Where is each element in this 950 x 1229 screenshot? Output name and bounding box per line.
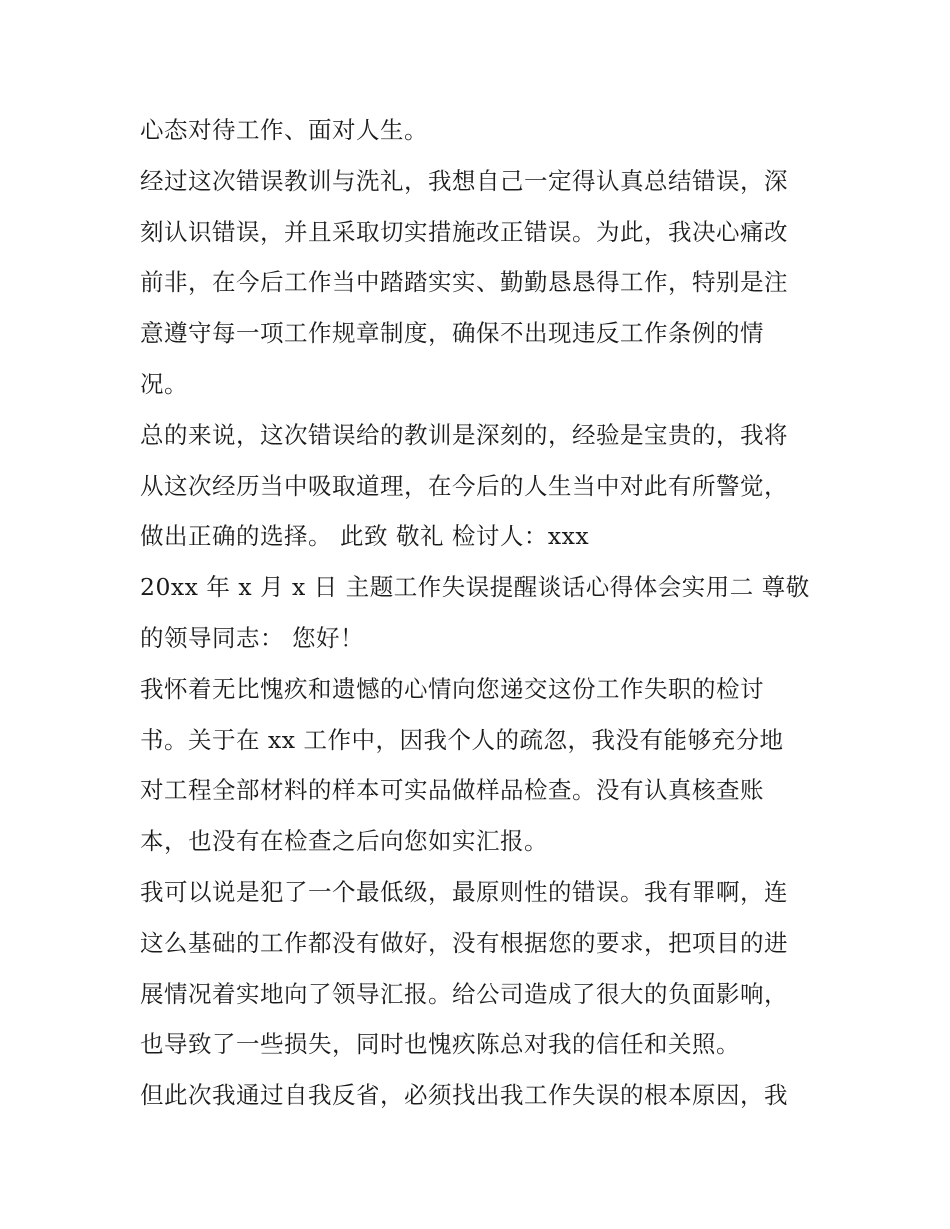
document-body [140,105,820,1121]
text-line: 况。 [140,369,188,398]
text-line: 的领导同志： 您好！ [140,623,364,652]
text-line: 总的来说，这次错误给的教训是深刻的，经验是宝贵的，我将 [140,420,788,449]
text-line: 经过这次错误教训与洗礼，我想自己一定得认真总结错误，深 [140,166,788,195]
text-line: 书。关于在 xx 工作中，因我个人的疏忽，我没有能够充分地 [140,725,784,754]
text-line: 也导致了一些损失，同时也愧疚陈总对我的信任和关照。 [140,1030,740,1059]
text-line: 从这次经历当中吸取道理，在今后的人生当中对此有所警觉， [140,471,788,500]
text-line: 意遵守每一项工作规章制度，确保不出现违反工作条例的情 [140,319,764,348]
text-line: 刻认识错误，并且采取切实措施改正错误。为此，我决心痛改 [140,217,788,246]
text-line: 我怀着无比愧疚和遗憾的心情向您递交这份工作失职的检讨 [140,674,764,703]
text-line: 前非，在今后工作当中踏踏实实、勤勤恳恳得工作，特别是注 [140,268,788,297]
text-line: 展情况着实地向了领导汇报。给公司造成了很大的负面影响， [140,979,788,1008]
text-line: 20xx 年 x 月 x 日 主题工作失误提醒谈话心得体会实用二 尊敬 [140,573,810,602]
text-line: 但此次我通过自我反省，必须找出我工作失误的根本原因，我 [140,1081,788,1110]
text-line: 这么基础的工作都没有做好，没有根据您的要求，把项目的进 [140,928,788,957]
text-line: 做出正确的选择。 此致 敬礼 检讨人：xxx [140,522,590,551]
text-line: 本，也没有在检查之后向您如实汇报。 [140,827,548,856]
text-line: 我可以说是犯了一个最低级，最原则性的错误。我有罪啊，连 [140,877,788,906]
text-line: 对工程全部材料的样本可实品做样品检查。没有认真核查账 [140,776,764,805]
text-line: 心态对待工作、面对人生。 [140,116,428,144]
